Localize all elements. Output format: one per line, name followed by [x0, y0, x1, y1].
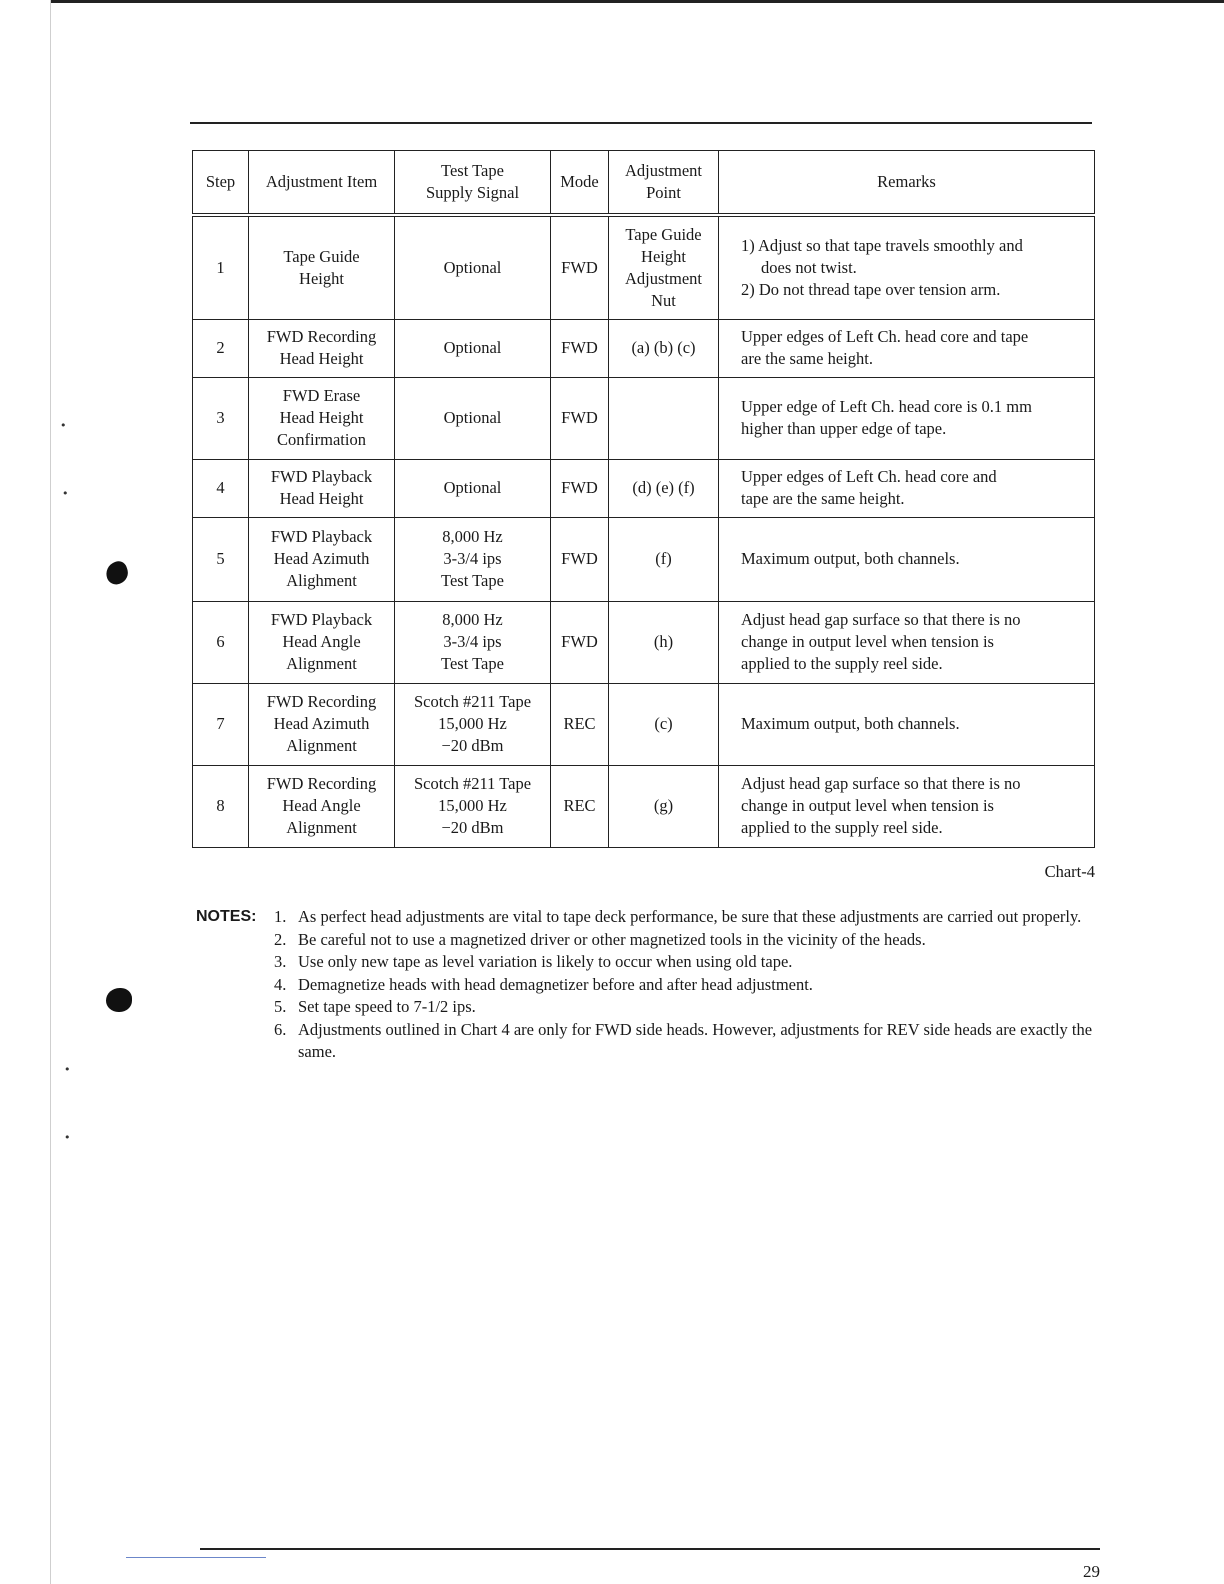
cell-text-line: Upper edges of Left Ch. head core and	[741, 467, 997, 486]
note-item	[240, 951, 1098, 974]
table-body	[193, 215, 1095, 847]
cell-remarks	[719, 459, 1095, 517]
cell-adjustment-item	[249, 517, 395, 601]
mode-value: FWD	[561, 257, 598, 277]
note-number: 5.	[274, 997, 287, 1016]
cell-test-tape-signal	[395, 517, 551, 601]
header-text: Supply Signal	[425, 183, 520, 202]
header-step	[193, 151, 249, 216]
cell-mode	[551, 601, 609, 683]
cell-test-tape-signal	[395, 683, 551, 765]
note-text: Be careful not to use a magnetized driver or other magnetized tools in the vicinity of the heads.	[298, 929, 926, 949]
cell-text-line: Test Tape	[441, 654, 504, 673]
cell-text-line: FWD Playback	[270, 527, 373, 546]
cell-text-line: Tape Guide	[625, 224, 702, 244]
cell-text-line: FWD Playback	[270, 610, 373, 629]
scan-mark: •	[60, 419, 67, 432]
cell-step	[193, 377, 249, 459]
note-item	[240, 996, 1098, 1019]
cell-text-line: Tape Guide	[283, 246, 360, 266]
cell-text-line: Head Height	[279, 408, 364, 427]
cell-remarks	[719, 319, 1095, 377]
adjustment-chart-table	[192, 150, 1095, 848]
cell-adjustment-item	[249, 601, 395, 683]
cell-text-line: Optional	[443, 338, 502, 357]
cell-text-line: Maximum output, both channels.	[741, 714, 960, 733]
mode-value: REC	[563, 796, 596, 815]
cell-text-line: applied to the supply reel side.	[741, 654, 943, 673]
cell-mode	[551, 377, 609, 459]
cell-text-line: FWD Recording	[266, 327, 377, 346]
cell-remarks	[719, 683, 1095, 765]
page-left-edge	[50, 0, 51, 1584]
mode-value: REC	[563, 714, 596, 733]
cell-text-line: change in output level when tension is	[741, 632, 994, 651]
header-adjustment-item	[249, 151, 395, 216]
step-number: 1	[216, 257, 225, 277]
note-item	[240, 974, 1098, 997]
cell-text-line: FWD Recording	[266, 774, 377, 793]
cell-text-line: tape are the same height.	[741, 489, 905, 508]
cell-text-line: Head Height	[279, 489, 364, 508]
cell-test-tape-signal	[395, 601, 551, 683]
cell-mode	[551, 215, 609, 319]
cell-mode	[551, 517, 609, 601]
cell-step	[193, 319, 249, 377]
step-number: 6	[216, 632, 225, 651]
cell-text-line: Scotch #211 Tape	[413, 774, 532, 793]
notes-label: NOTES:	[196, 908, 257, 925]
cell-text-line: Head Height	[279, 349, 364, 368]
cell-test-tape-signal	[395, 319, 551, 377]
cell-text-line: Optional	[443, 408, 502, 427]
header-text: Test Tape	[441, 161, 504, 180]
note-text: Demagnetize heads with head demagnetizer before and after head adjustment.	[298, 974, 813, 994]
step-number: 2	[216, 338, 225, 357]
note-number: 3.	[274, 952, 287, 971]
cell-adjustment-item	[249, 459, 395, 517]
header-rule	[190, 122, 1092, 124]
cell-text-line: Confirmation	[277, 430, 366, 449]
note-text: Use only new tape as level variation is likely to occur when using old tape.	[298, 952, 793, 971]
cell-mode	[551, 683, 609, 765]
note-number: 6.	[274, 1019, 287, 1039]
note-item	[240, 906, 1098, 929]
cell-text-line: Height	[641, 246, 686, 266]
cell-step	[193, 459, 249, 517]
cell-step	[193, 683, 249, 765]
cell-text-line: Nut	[651, 290, 676, 310]
cell-remarks	[719, 765, 1095, 847]
cell-text-line: Alignment	[286, 736, 357, 755]
cell-text-line: does not twist.	[761, 257, 857, 277]
footer-rule	[200, 1548, 1100, 1550]
mode-value: FWD	[561, 408, 598, 427]
mode-value: FWD	[561, 549, 598, 568]
step-number: 5	[216, 549, 225, 568]
header-text: Adjustment	[625, 161, 702, 180]
cell-text-line: applied to the supply reel side.	[741, 818, 943, 837]
note-text: Adjustments outlined in Chart 4 are only for FWD side heads. However, adjustments for REV side heads are exactly the same.	[298, 1019, 1093, 1061]
cell-text-line: 15,000 Hz	[438, 714, 507, 733]
note-text: As perfect head adjustments are vital to tape deck performance, be sure that these adjustments are carried out properly.	[298, 907, 1082, 926]
cell-text-line: Head Azimuth	[273, 549, 370, 568]
cell-remarks	[719, 377, 1095, 459]
table-row	[193, 683, 1095, 765]
header-mode	[551, 151, 609, 216]
cell-mode	[551, 459, 609, 517]
cell-remarks	[719, 517, 1095, 601]
cell-adjustment-point	[609, 601, 719, 683]
header-text: Step	[205, 172, 236, 191]
cell-text-line: FWD Playback	[270, 467, 373, 486]
cell-text-line: Head Angle	[282, 796, 361, 815]
cell-adjustment-item	[249, 765, 395, 847]
cell-text-line: Head Angle	[282, 632, 361, 651]
page-number: 29	[1083, 1562, 1100, 1581]
table-row	[193, 517, 1095, 601]
cell-adjustment-item	[249, 319, 395, 377]
scan-mark: •	[62, 487, 69, 500]
notes-list	[240, 906, 1098, 1064]
step-number: 4	[216, 478, 225, 497]
table-row	[193, 215, 1095, 319]
step-number: 7	[216, 714, 225, 733]
header-remarks	[719, 151, 1095, 216]
mode-value: FWD	[561, 632, 598, 651]
cell-text-line: 8,000 Hz	[442, 610, 503, 629]
cell-text-line: (c)	[654, 714, 673, 733]
cell-adjustment-point	[609, 765, 719, 847]
cell-step	[193, 765, 249, 847]
cell-text-line: 2) Do not thread tape over tension arm.	[741, 279, 1001, 299]
note-number: 4.	[274, 974, 287, 994]
table-header-row	[193, 151, 1095, 216]
table-row	[193, 765, 1095, 847]
table-row	[193, 459, 1095, 517]
cell-text-line: Upper edge of Left Ch. head core is 0.1 mm	[741, 397, 1032, 416]
cell-text-line: 8,000 Hz	[442, 527, 503, 546]
cell-text-line: Height	[299, 268, 344, 288]
cell-text-line: Test Tape	[441, 571, 504, 590]
cell-adjustment-point	[609, 377, 719, 459]
cell-test-tape-signal	[395, 459, 551, 517]
cell-step	[193, 517, 249, 601]
note-number: 1.	[274, 907, 287, 926]
cell-adjustment-item	[249, 377, 395, 459]
note-item	[240, 929, 1098, 952]
cell-text-line: are the same height.	[741, 349, 873, 368]
cell-text-line: (g)	[653, 796, 674, 815]
scan-mark: •	[64, 1131, 71, 1144]
cell-text-line: (f)	[655, 549, 672, 568]
cell-text-line: Optional	[443, 257, 502, 277]
cell-text-line: change in output level when tension is	[741, 796, 994, 815]
header-text: Adjustment Item	[265, 172, 378, 191]
cell-test-tape-signal	[395, 765, 551, 847]
cell-step	[193, 215, 249, 319]
note-item	[240, 1019, 1098, 1064]
cell-text-line: FWD Recording	[266, 692, 377, 711]
cell-text-line: (a) (b) (c)	[631, 338, 696, 357]
table-row	[193, 319, 1095, 377]
header-text: Remarks	[877, 172, 936, 191]
cell-text-line: Alignment	[286, 818, 357, 837]
cell-text-line: −20 dBm	[441, 818, 504, 837]
cell-step	[193, 601, 249, 683]
cell-adjustment-point	[609, 683, 719, 765]
header-text: Mode	[560, 172, 599, 191]
step-number: 8	[216, 796, 225, 815]
cell-text-line: FWD Erase	[282, 386, 361, 405]
scan-mark: •	[64, 1063, 71, 1076]
chart-label: Chart-4	[1044, 862, 1095, 881]
cell-text-line: Adjust head gap surface so that there is no	[741, 610, 1021, 629]
cell-text-line: Alighment	[286, 571, 357, 590]
cell-adjustment-item	[249, 215, 395, 319]
cell-text-line: Adjustment	[625, 268, 702, 288]
cell-text-line: 1) Adjust so that tape travels smoothly and	[741, 235, 1023, 255]
note-number: 2.	[274, 929, 287, 949]
cell-text-line: 15,000 Hz	[438, 796, 507, 815]
binding-hole-mark	[103, 559, 131, 587]
cell-text-line: −20 dBm	[441, 736, 504, 755]
cell-adjustment-point	[609, 319, 719, 377]
cell-test-tape-signal	[395, 215, 551, 319]
cell-text-line: higher than upper edge of tape.	[741, 419, 947, 438]
cell-adjustment-item	[249, 683, 395, 765]
note-text: Set tape speed to 7-1/2 ips.	[298, 997, 476, 1016]
cell-text-line: Alignment	[286, 654, 357, 673]
cell-text-line: Head Azimuth	[273, 714, 370, 733]
cell-text-line: (h)	[653, 632, 674, 651]
header-test-tape-supply-signal	[395, 151, 551, 216]
table-row	[193, 601, 1095, 683]
header-adjustment-point	[609, 151, 719, 216]
page-top-rule	[50, 0, 1224, 3]
cell-remarks	[719, 601, 1095, 683]
step-number: 3	[216, 408, 225, 427]
cell-text-line: Scotch #211 Tape	[413, 692, 532, 711]
header-text: Point	[646, 183, 681, 202]
cell-mode	[551, 319, 609, 377]
cell-adjustment-point	[609, 517, 719, 601]
mode-value: FWD	[561, 478, 598, 497]
cell-text-line: (d) (e) (f)	[632, 478, 695, 497]
cell-text-line: Maximum output, both channels.	[741, 549, 960, 568]
cell-text-line: Adjust head gap surface so that there is no	[741, 774, 1021, 793]
cell-remarks	[719, 215, 1095, 319]
cell-text-line: 3-3/4 ips	[443, 549, 502, 568]
bottom-link-line	[126, 1557, 266, 1558]
cell-mode	[551, 765, 609, 847]
binding-hole-mark	[106, 988, 132, 1012]
cell-text-line: Optional	[443, 478, 502, 497]
table-row	[193, 377, 1095, 459]
cell-adjustment-point	[609, 215, 719, 319]
cell-test-tape-signal	[395, 377, 551, 459]
mode-value: FWD	[561, 338, 598, 357]
cell-adjustment-point	[609, 459, 719, 517]
cell-text-line: 3-3/4 ips	[443, 632, 502, 651]
cell-text-line: Upper edges of Left Ch. head core and tape	[741, 327, 1029, 346]
